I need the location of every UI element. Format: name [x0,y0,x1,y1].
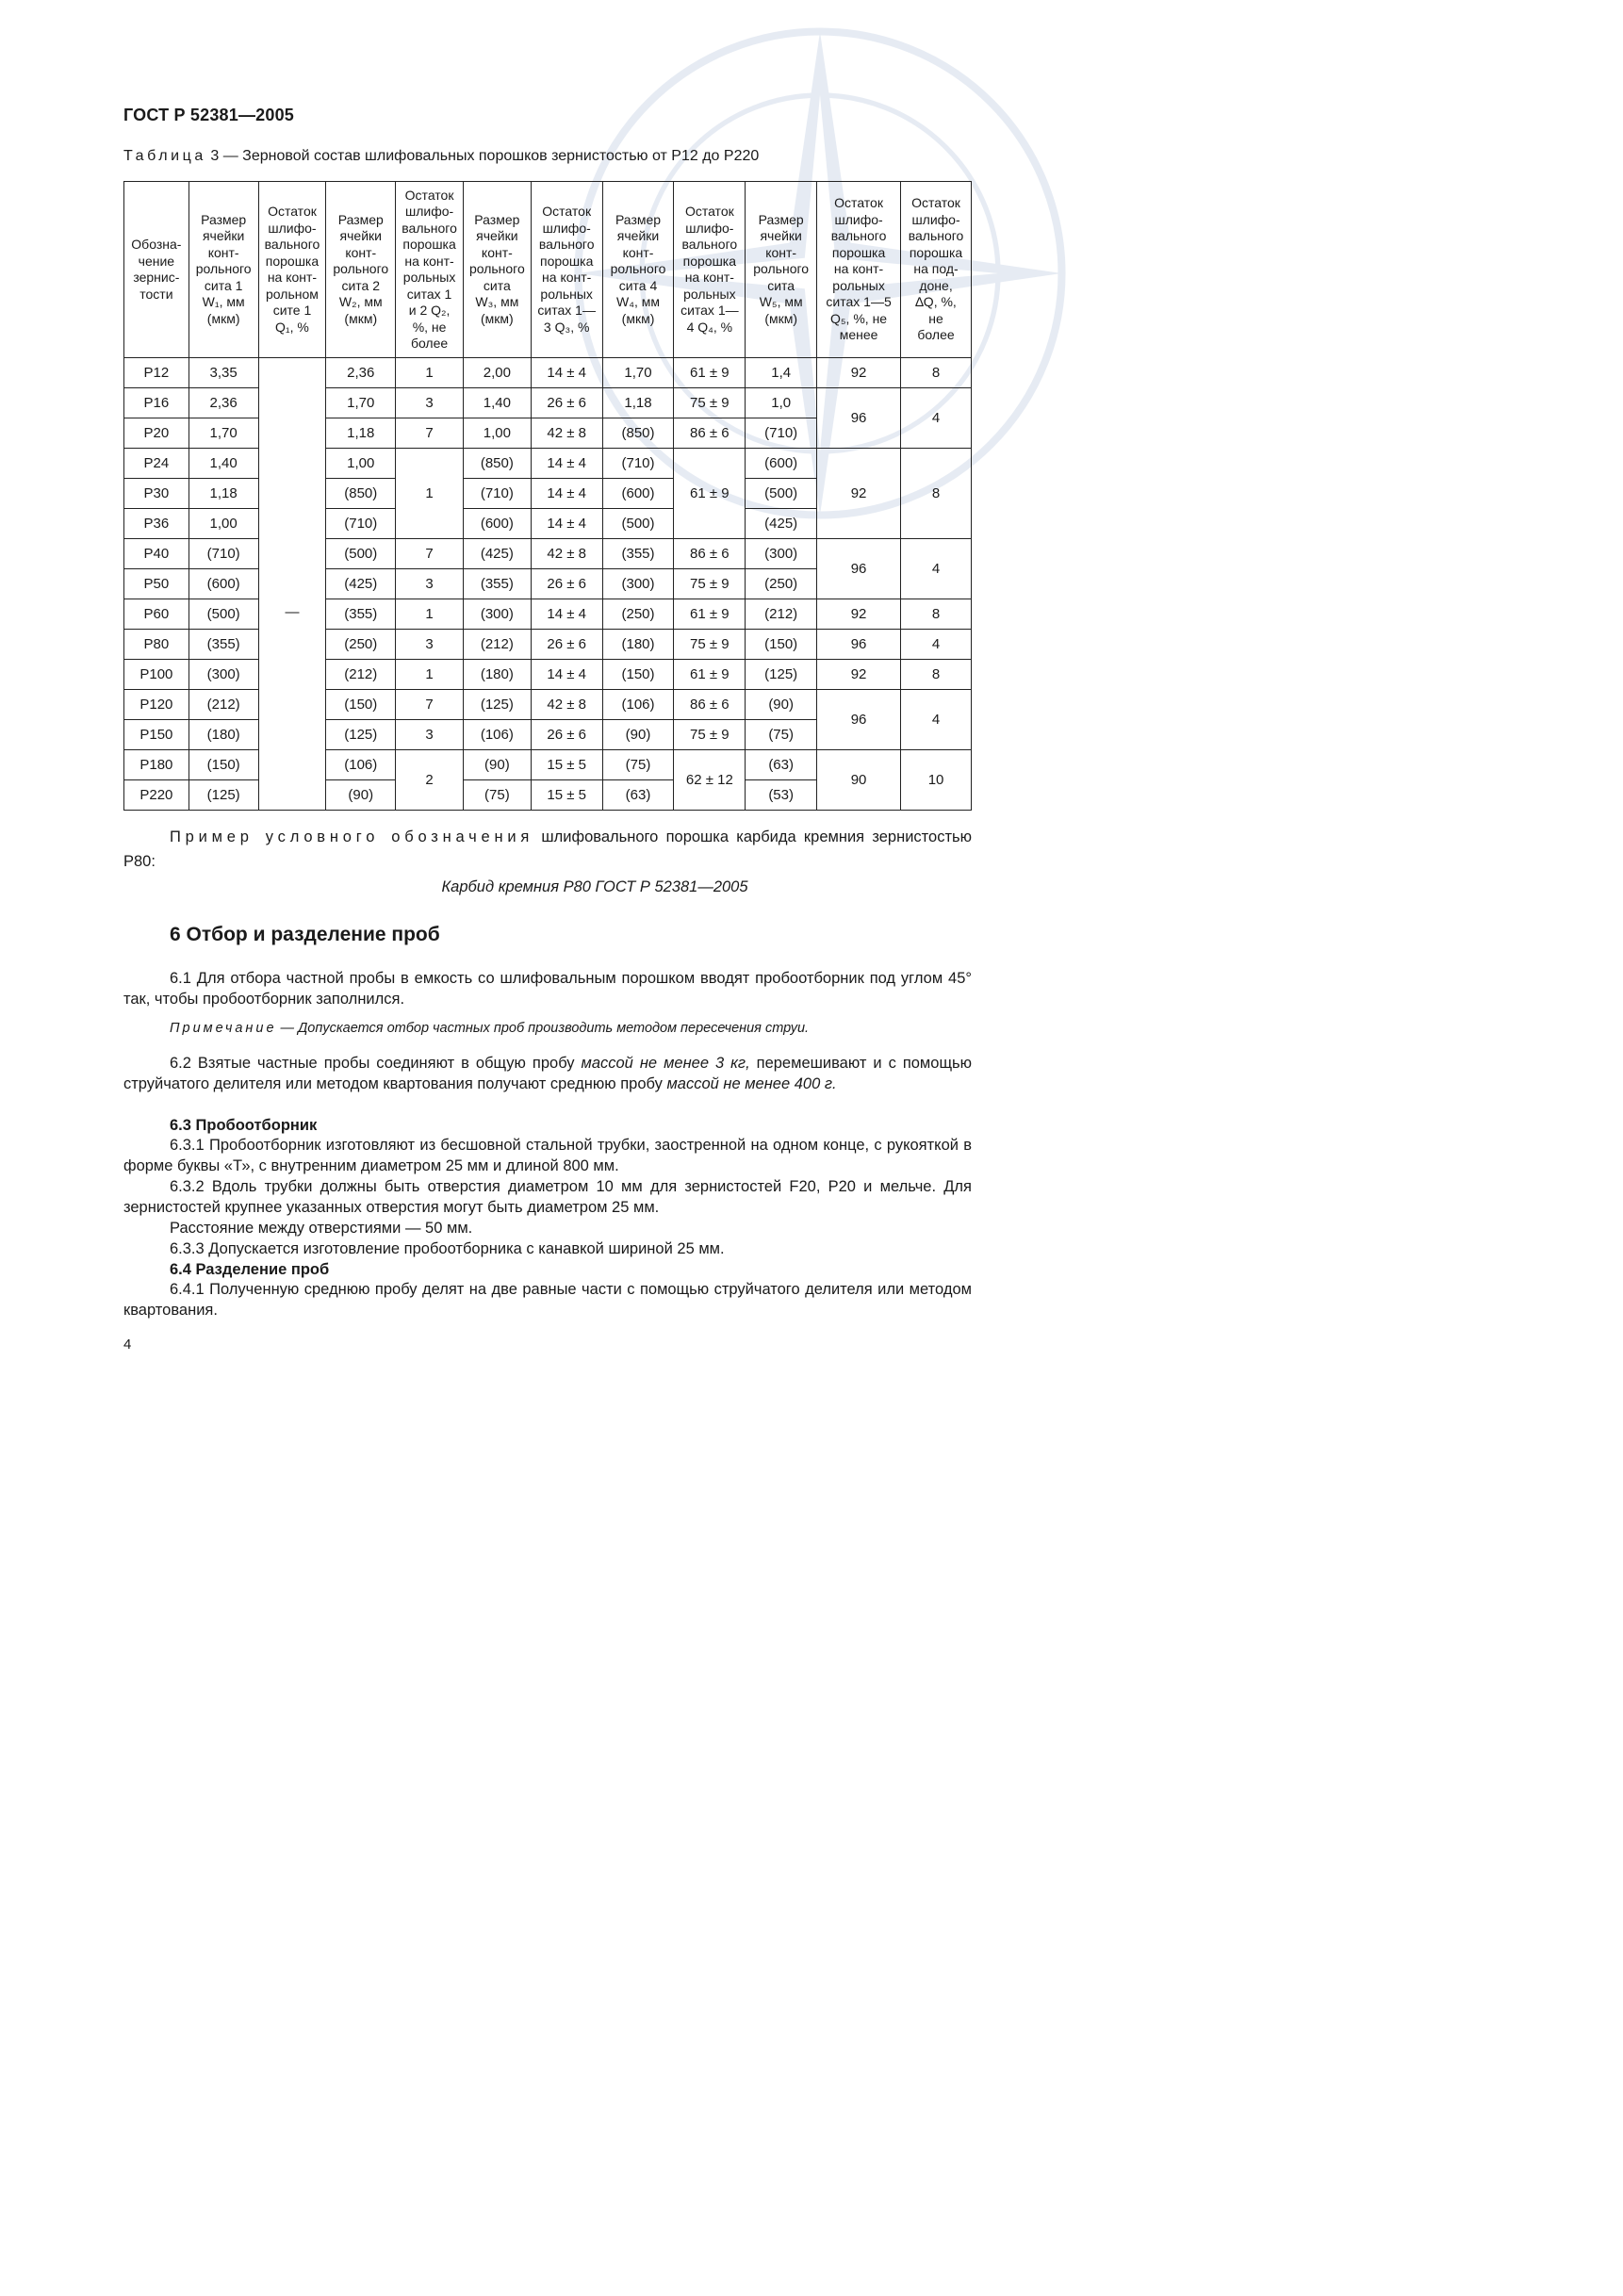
cell-q3: 26 ± 6 [531,569,602,599]
cell-w5: (75) [746,720,817,750]
cell-w2: (710) [326,509,396,539]
cell-grit: Р80 [124,630,189,660]
paragraph-6-3-1-text: 6.3.1 Пробоотборник изготовляют из бесшовной стальной трубки, заостренной на одном конце, с рукояткой в форме буквы «Т», с внутренним диаметром 25 мм и длиной 800 мм. [123,1137,972,1174]
cell-q3: 42 ± 8 [531,690,602,720]
cell-w5: (90) [746,690,817,720]
header-w4-text: Размер ячейки конт- рольного сита 4 W₄, мм (мкм) [610,211,666,326]
cell-dq-merged: 8 [901,449,972,539]
cell-grit: Р120 [124,690,189,720]
cell-w1: (300) [189,660,258,690]
cell-w5: (250) [746,569,817,599]
paragraph-6-3-2-distance-text: Расстояние между отверстиями — 50 мм. [170,1220,473,1237]
table-row [124,750,972,780]
cell-q3: 42 ± 8 [531,539,602,569]
example-designation: Карбид кремния Р80 ГОСТ Р 52381—2005 [441,878,748,895]
note [170,1021,809,1036]
document-code: ГОСТ Р 52381—2005 [123,106,295,124]
cell-w1: (125) [189,780,258,811]
table-caption-label: Таблица [123,148,206,164]
cell-w1: 1,40 [189,449,258,479]
cell-dq-merged: 10 [901,750,972,811]
cell-w5: (710) [746,418,817,449]
cell-w5: (212) [746,599,817,630]
cell-w3: (300) [463,599,531,630]
cell-q4: 61 ± 9 [674,358,746,388]
cell-q2: 7 [396,539,464,569]
table-row [124,539,972,569]
cell-grit: Р50 [124,569,189,599]
header-q3 [531,182,602,358]
paragraph-6-3-3 [123,1238,972,1259]
cell-w2: 1,70 [326,388,396,418]
table-header-row [124,182,972,358]
cell-q3: 14 ± 4 [531,660,602,690]
cell-q2: 7 [396,418,464,449]
table-row [124,358,972,388]
header-w1 [189,182,258,358]
cell-w5: 1,0 [746,388,817,418]
cell-w1: (600) [189,569,258,599]
table-row [124,630,972,660]
paragraph-6-1 [123,968,972,1009]
header-q1 [258,182,326,358]
table-row [124,599,972,630]
header-dq-text: Остаток шлифо- вального порошка на под- доне, ∆Q, %, не более [908,195,964,343]
cell-w1: (355) [189,630,258,660]
cell-w4: (106) [602,690,674,720]
header-q2-text: Остаток шлифо- вального порошка на конт- рольных ситах 1 и 2 Q₂, %, не более [402,187,457,351]
cell-w5: (300) [746,539,817,569]
cell-dq: 4 [901,630,972,660]
header-grit-text: Обозна- чение зернис- тости [131,237,182,302]
cell-grit: Р40 [124,539,189,569]
cell-q4: 75 ± 9 [674,388,746,418]
header-q4 [674,182,746,358]
cell-dq: 8 [901,660,972,690]
cell-grit: Р16 [124,388,189,418]
cell-w4: 1,70 [602,358,674,388]
cell-q5-merged: 96 [817,388,901,449]
paragraph-6-2-d: массой не менее 400 г. [666,1075,837,1092]
cell-w4: (75) [602,750,674,780]
cell-grit: Р100 [124,660,189,690]
cell-w3: (850) [463,449,531,479]
cell-q3: 15 ± 5 [531,780,602,811]
paragraph-6-3-2-text: 6.3.2 Вдоль трубки должны быть отверстия диаметром 10 мм для зернистостей F20, Р20 и мельче. Для зернистостей крупнее указанных отверстия могут быть диаметром 25 мм. [123,1178,972,1216]
example-label: Пример условного обозначения [170,828,534,845]
cell-w4: 1,18 [602,388,674,418]
paragraph-6-3-2 [123,1176,972,1218]
cell-q4: 75 ± 9 [674,630,746,660]
header-q4-text: Остаток шлифо- вального порошка на конт- рольных ситах 1— 4 Q₄, % [680,204,739,335]
heading-6-3 [123,1115,972,1136]
note-label: Примечание [170,1021,277,1036]
cell-w2: 2,36 [326,358,396,388]
cell-w4: (180) [602,630,674,660]
cell-q2-merged: 1 [396,449,464,539]
heading-6-3-text: 6.3 Пробоотборник [170,1117,318,1134]
cell-dq-merged: 4 [901,539,972,599]
cell-w2: (150) [326,690,396,720]
cell-q5: 92 [817,358,901,388]
table-row [124,690,972,720]
designation-example [123,825,972,874]
cell-q5-merged: 92 [817,449,901,539]
header-w3-text: Размер ячейки конт- рольного сита W₃, мм (мкм) [468,211,525,326]
cell-w1: (212) [189,690,258,720]
cell-q4: 61 ± 9 [674,599,746,630]
cell-w3: (106) [463,720,531,750]
table-row [124,388,972,418]
cell-w3: (125) [463,690,531,720]
cell-w3: (600) [463,509,531,539]
cell-q2: 3 [396,569,464,599]
cell-w2: (425) [326,569,396,599]
cell-w2: 1,18 [326,418,396,449]
header-grit [124,182,189,358]
cell-w3: (180) [463,660,531,690]
cell-q3: 14 ± 4 [531,599,602,630]
cell-w4: (710) [602,449,674,479]
cell-w1: (180) [189,720,258,750]
example-text: шлифовального порошка карбида кремния зернистостью Р80: [123,828,972,870]
cell-grit: Р20 [124,418,189,449]
cell-w1: (150) [189,750,258,780]
cell-q3: 14 ± 4 [531,509,602,539]
note-text: — Допускается отбор частных проб производить методом пересечения струи. [276,1021,810,1036]
header-w2-text: Размер ячейки конт- рольного сита 2 W₂, мм (мкм) [333,211,389,326]
cell-q2: 3 [396,720,464,750]
cell-q4: 86 ± 6 [674,690,746,720]
cell-w2: (125) [326,720,396,750]
cell-w1: 3,35 [189,358,258,388]
cell-w5: 1,4 [746,358,817,388]
cell-q2: 7 [396,690,464,720]
cell-w1: (500) [189,599,258,630]
cell-w4: (600) [602,479,674,509]
table-row [124,449,972,479]
header-q5-text: Остаток шлифо- вального порошка на конт- рольных ситах 1—5 Q₅, %, не менее [826,195,892,343]
cell-q3: 14 ± 4 [531,358,602,388]
cell-w5: (500) [746,479,817,509]
cell-q2: 1 [396,358,464,388]
cell-w3: (710) [463,479,531,509]
cell-q5: 92 [817,599,901,630]
cell-dq-merged: 4 [901,388,972,449]
cell-w3: (425) [463,539,531,569]
cell-q5-merged: 90 [817,750,901,811]
cell-q3: 14 ± 4 [531,449,602,479]
header-dq [901,182,972,358]
header-q2 [396,182,464,358]
table-row [124,660,972,690]
cell-w1: 2,36 [189,388,258,418]
header-w5-text: Размер ячейки конт- рольного сита W₅, мм (мкм) [753,211,810,326]
cell-grit: Р24 [124,449,189,479]
cell-w4: (300) [602,569,674,599]
cell-q3: 26 ± 6 [531,630,602,660]
paragraph-6-1-text: 6.1 Для отбора частной пробы в емкость со шлифовальным порошком вводят пробоотборник под углом 45° так, чтобы пробоотборник заполнился. [123,970,972,1008]
cell-w5: (150) [746,630,817,660]
paragraph-6-2-a: 6.2 Взятые частные пробы соединяют в общую пробу [170,1055,582,1072]
cell-grit: Р150 [124,720,189,750]
header-w3 [463,182,531,358]
cell-w3: (355) [463,569,531,599]
cell-q5: 92 [817,660,901,690]
header-w4 [602,182,674,358]
cell-q4: 75 ± 9 [674,720,746,750]
cell-q4: 61 ± 9 [674,660,746,690]
cell-q3: 26 ± 6 [531,720,602,750]
cell-w1: 1,70 [189,418,258,449]
header-q5 [817,182,901,358]
cell-w3: 2,00 [463,358,531,388]
cell-w2: (90) [326,780,396,811]
header-w5 [746,182,817,358]
cell-q2: 3 [396,388,464,418]
cell-w5: (63) [746,750,817,780]
cell-w4: (355) [602,539,674,569]
cell-dq-merged: 4 [901,690,972,750]
cell-w5: (53) [746,780,817,811]
cell-q4: 86 ± 6 [674,539,746,569]
cell-q4-merged: 61 ± 9 [674,449,746,539]
cell-w3: 1,40 [463,388,531,418]
cell-w1: (710) [189,539,258,569]
header-q1-text: Остаток шлифо- вального порошка на конт- рольном сите 1 Q₁, % [264,204,320,335]
cell-w4: (850) [602,418,674,449]
cell-grit: Р36 [124,509,189,539]
cell-w5: (600) [746,449,817,479]
cell-grit: Р180 [124,750,189,780]
cell-q5: 96 [817,630,901,660]
cell-q2: 1 [396,599,464,630]
header-q3-text: Остаток шлифо- вального порошка на конт- рольных ситах 1— 3 Q₃, % [537,204,596,335]
cell-q3: 42 ± 8 [531,418,602,449]
paragraph-6-3-1 [123,1135,972,1176]
paragraph-6-2-c: перемешивают и с помощью струйчатого делителя или методом квартования получают среднюю пробу [123,1055,972,1092]
cell-q2: 1 [396,660,464,690]
cell-w3: (75) [463,780,531,811]
cell-w5: (125) [746,660,817,690]
table-caption [123,148,759,165]
cell-w1: 1,00 [189,509,258,539]
cell-w3: (90) [463,750,531,780]
cell-q4: 86 ± 6 [674,418,746,449]
paragraph-6-4-1 [123,1279,972,1320]
cell-w4: (90) [602,720,674,750]
cell-w2: (106) [326,750,396,780]
cell-grit: Р220 [124,780,189,811]
cell-q2-merged: 2 [396,750,464,811]
cell-w4: (63) [602,780,674,811]
cell-w2: (212) [326,660,396,690]
cell-w2: (250) [326,630,396,660]
cell-grit: Р60 [124,599,189,630]
paragraph-6-3-2-distance [123,1218,972,1238]
cell-w1: 1,18 [189,479,258,509]
header-w1-text: Размер ячейки конт- рольного сита 1 W₁, мм (мкм) [195,211,252,326]
section-heading: 6 Отбор и разделение проб [170,924,440,945]
header-w2 [326,182,396,358]
cell-w2: (850) [326,479,396,509]
cell-w4: (250) [602,599,674,630]
cell-w3: (212) [463,630,531,660]
cell-w2: (355) [326,599,396,630]
paragraph-6-2-b: массой не менее 3 кг, [581,1055,750,1072]
cell-w2: 1,00 [326,449,396,479]
cell-q1-dash: — [258,358,326,811]
cell-q5-merged: 96 [817,539,901,599]
cell-grit: Р12 [124,358,189,388]
cell-q4-merged: 62 ± 12 [674,750,746,811]
cell-grit: Р30 [124,479,189,509]
cell-q3: 14 ± 4 [531,479,602,509]
grain-composition-table [123,181,972,811]
paragraph-6-2 [123,1053,972,1094]
cell-q4: 75 ± 9 [674,569,746,599]
paragraph-6-3-3-text: 6.3.3 Допускается изготовление пробоотборника с канавкой шириной 25 мм. [170,1240,725,1257]
cell-w4: (500) [602,509,674,539]
heading-6-4 [123,1259,972,1280]
cell-dq: 8 [901,358,972,388]
cell-w3: 1,00 [463,418,531,449]
heading-6-4-text: 6.4 Разделение проб [170,1261,330,1278]
cell-w2: (500) [326,539,396,569]
paragraph-6-4-1-text: 6.4.1 Полученную среднюю пробу делят на две равные части с помощью струйчатого делителя или методом квартования. [123,1281,972,1319]
cell-w4: (150) [602,660,674,690]
cell-q3: 15 ± 5 [531,750,602,780]
page-number: 4 [123,1337,132,1353]
cell-q2: 3 [396,630,464,660]
cell-q5-merged: 96 [817,690,901,750]
table-caption-text: 3 — Зерновой состав шлифовальных порошков зернистостью от Р12 до Р220 [205,148,760,164]
cell-dq: 8 [901,599,972,630]
cell-w5: (425) [746,509,817,539]
cell-q3: 26 ± 6 [531,388,602,418]
